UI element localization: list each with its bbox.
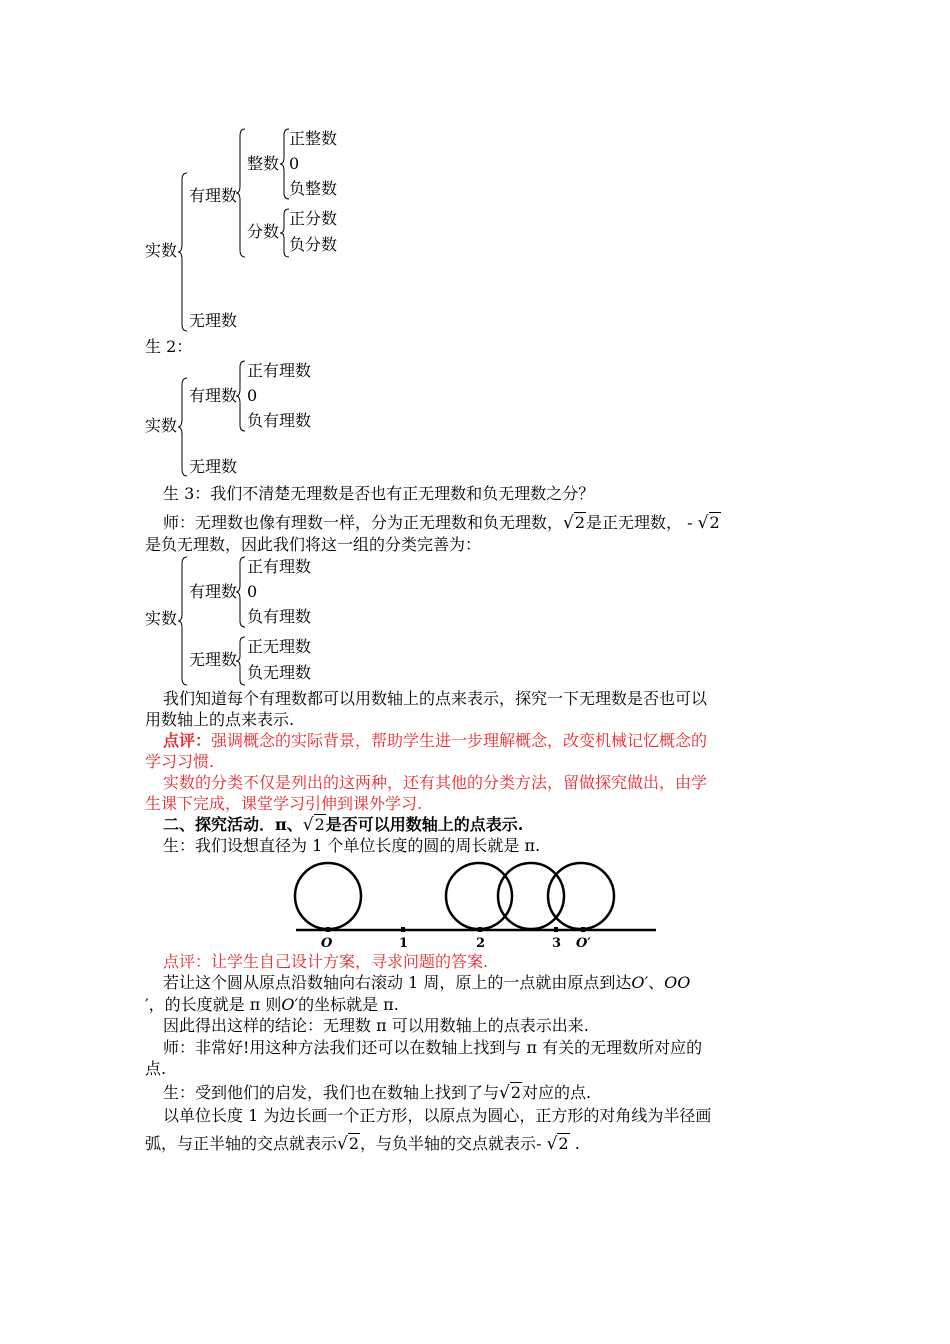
tree-zero-label: 0: [247, 582, 258, 601]
paragraph-1-line-2: 用数轴上的点来表示.: [145, 710, 295, 729]
comment-2-line-1: 实数的分类不仅是列出的这两种，还有其他的分类方法，留做探究做出，由学: [163, 773, 708, 792]
student-diameter-text: 生：我们设想直径为 1 个单位长度的圆的周长就是 π.: [163, 836, 541, 855]
paragraph-2-line-2: ′，的长度就是 π 则O′的坐标就是 π.: [145, 995, 399, 1014]
teacher-1-line-2: 是负无理数，因此我们将这一组的分类完善为：: [145, 535, 482, 554]
tree-rational-label: 有理数: [189, 386, 238, 405]
axis-label-1: 1: [399, 936, 409, 950]
tree-root-label: 实数: [145, 241, 178, 260]
tree-neg-rat-label: 负有理数: [247, 607, 312, 626]
tree-integer-label: 整数: [247, 154, 280, 173]
paragraph-2-line-1: 若让这个圆从原点沿数轴向右滚动 1 周，原上的一点就由原点到达O′、OO: [163, 973, 691, 992]
comment-2-line-2: 生课下完成，课堂学习引伸到课外学习.: [145, 794, 423, 813]
sqrt-2: √2: [337, 1134, 360, 1154]
brace-icon: [236, 128, 246, 258]
circle-rolling-2: [498, 863, 564, 929]
tick-1: [401, 927, 405, 932]
tick-0: [326, 927, 330, 932]
comment-1-line-1: 点评：强调概念的实际背景，帮助学生进一步理解概念，改变机械记忆概念的: [163, 731, 708, 750]
brace-icon: [236, 360, 246, 432]
tick-3: [554, 927, 558, 932]
circle-rolling-3: [548, 863, 614, 929]
circle-origin: [295, 863, 361, 929]
axis-label-0: O: [321, 936, 333, 950]
tree-rational-label: 有理数: [189, 186, 238, 205]
teacher-1-line-1: 师：无理数也像有理数一样，分为正无理数和负无理数，√2是正无理数， - √2: [163, 513, 720, 533]
tree-root-label: 实数: [145, 609, 178, 628]
tree-pos-rat-label: 正有理数: [247, 361, 312, 380]
tree-irrational-label: 无理数: [189, 650, 238, 669]
brace-icon: [178, 377, 188, 477]
tick-o-prime: [581, 927, 585, 932]
sqrt-2: √2: [499, 1083, 522, 1103]
sqrt-2: √2: [563, 513, 586, 533]
comment-3-text: 点评：让学生自己设计方案，寻求问题的答案.: [163, 952, 489, 971]
student-3-text: 生 3：我们不清楚无理数是否也有正无理数和负无理数之分？: [163, 484, 595, 503]
brace-icon: [178, 556, 188, 686]
section-2-heading: 二、探究活动．π、√2是否可以用数轴上的点表示.: [163, 815, 524, 835]
rolling-circle-figure: [290, 858, 662, 950]
tree-neg-rat-label: 负有理数: [247, 411, 312, 430]
tree-fraction-label: 分数: [247, 222, 280, 241]
sqrt-2: √2: [302, 815, 325, 835]
paragraph-1-line-1: 我们知道每个有理数都可以用数轴上的点来表示，探究一下无理数是否也可以: [163, 689, 708, 708]
sqrt-2: √2: [546, 1134, 569, 1154]
tree-neg-int-label: 负整数: [289, 179, 338, 198]
tree-neg-irr-label: 负无理数: [247, 663, 312, 682]
student-e-text: 生：受到他们的启发，我们也在数轴上找到了与√2对应的点.: [163, 1083, 592, 1103]
tree-irrational-label: 无理数: [189, 311, 238, 330]
paragraph-4-line-2: 弧，与正半轴的交点就表示√2，与负半轴的交点就表示- √2 .: [145, 1134, 580, 1154]
axis-label-o-prime: O′: [576, 936, 591, 950]
tree-rational-label: 有理数: [189, 582, 238, 601]
brace-icon: [178, 172, 188, 332]
tree-irrational-label: 无理数: [189, 457, 238, 476]
sqrt-2: √2: [697, 513, 720, 533]
tree-zero-label: 0: [289, 154, 300, 173]
tree-pos-int-label: 正整数: [289, 129, 338, 148]
tree-root-label: 实数: [145, 416, 178, 435]
teacher-2-line-1: 师：非常好!用这种方法我们还可以在数轴上找到与 π 有关的无理数所对应的: [163, 1038, 703, 1057]
teacher-2-line-2: 点.: [145, 1059, 167, 1078]
comment-1-line-2: 学习习惯.: [145, 752, 215, 771]
brace-icon: [236, 556, 246, 628]
axis-label-2: 2: [476, 936, 486, 950]
tick-2: [478, 927, 482, 932]
brace-icon: [236, 636, 246, 686]
tree-zero-label: 0: [247, 386, 258, 405]
paragraph-3: 因此得出这样的结论：无理数 π 可以用数轴上的点表示出来.: [163, 1016, 589, 1035]
tree-neg-frac-label: 负分数: [289, 235, 338, 254]
tree-pos-frac-label: 正分数: [289, 209, 338, 228]
student-2-label: 生 2：: [145, 337, 193, 356]
tree-pos-irr-label: 正无理数: [247, 637, 312, 656]
axis-label-3: 3: [552, 936, 562, 950]
tree-pos-rat-label: 正有理数: [247, 557, 312, 576]
circle-rolling-1: [446, 863, 512, 929]
paragraph-4-line-1: 以单位长度 1 为边长画一个正方形，以原点为圆心，正方形的对角线为半径画: [163, 1106, 712, 1125]
